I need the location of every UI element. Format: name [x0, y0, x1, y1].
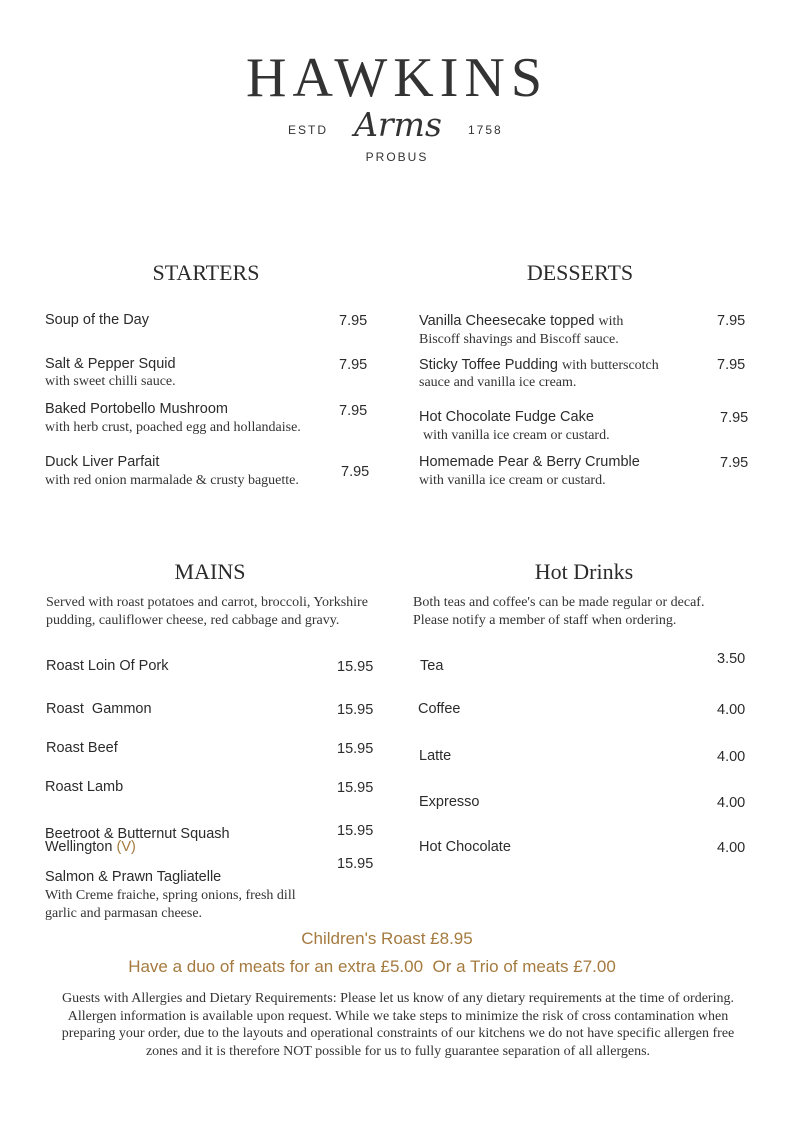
dessert-item-price: 7.95 — [717, 357, 746, 373]
drink-item-price: 4.00 — [717, 749, 746, 765]
main-item-name: Roast Beef — [46, 740, 118, 756]
starter-item-name: Baked Portobello Mushroom — [45, 401, 228, 417]
allergen-notice: Guests with Allergies and Dietary Requirements: Please let us know of any dietary requirements at the time of ordering. Allergen information is available upon request. While we take steps to minimize the risk of cross contamination when preparing your order, due to the layouts and operational constraints of our kitchens we do not have specific allergen free zones and it is therefore NOT possible for us to fully guarantee separation of all allergens. — [61, 991, 735, 1059]
starter-item-name: Soup of the Day — [45, 312, 149, 328]
dessert-item-name — [419, 314, 623, 330]
meat-duo-trio-offer: Have a duo of meats for an extra £5.00 Or a Trio of meats £7.00 — [128, 957, 616, 976]
main-item-price: 15.95 — [337, 741, 374, 757]
dessert-item-desc: Biscoff shavings and Biscoff sauce. — [419, 332, 619, 347]
main-item-price: 15.95 — [337, 702, 374, 718]
starters-heading: STARTERS — [152, 260, 260, 285]
drink-item-name: Tea — [420, 658, 444, 674]
drink-item-price: 3.50 — [717, 651, 746, 667]
logo-year: 1758 — [468, 123, 503, 137]
vegetarian-badge: (V) — [116, 839, 136, 855]
logo-estd: ESTD — [288, 123, 329, 137]
dessert-item-desc: with vanilla ice cream or custard. — [423, 428, 610, 443]
starter-item-name: Salt & Pepper Squid — [45, 356, 176, 372]
main-item-name: Roast Loin Of Pork — [46, 658, 169, 674]
logo-title: HAWKINS — [246, 47, 548, 109]
dessert-item-price: 7.95 — [717, 313, 746, 329]
main-item-name: Roast Gammon — [46, 701, 152, 717]
dessert-item-desc: sauce and vanilla ice cream. — [419, 375, 577, 390]
starter-item-desc: with herb crust, poached egg and hollandaise. — [45, 420, 301, 435]
logo-script: Arms — [354, 105, 442, 144]
drink-item-price: 4.00 — [717, 840, 746, 856]
dessert-item-name: Hot Chocolate Fudge Cake — [419, 409, 594, 425]
main-item-price: 15.95 — [337, 659, 374, 675]
drink-item-price: 4.00 — [717, 702, 746, 718]
hot-drinks-intro: Both teas and coffee's can be made regular or decaf. Please notify a member of staff when ordering. — [413, 595, 705, 628]
main-item-desc: With Creme fraiche, spring onions, fresh dill garlic and parmasan cheese. — [45, 888, 296, 921]
starter-item-desc: with sweet chilli sauce. — [45, 374, 176, 389]
starter-item-name: Duck Liver Parfait — [45, 454, 160, 470]
mains-heading: MAINS — [174, 559, 246, 584]
main-item-name: Roast Lamb — [45, 779, 124, 795]
main-item-name-cont: Wellington — [45, 839, 113, 855]
logo-location: PROBUS — [365, 150, 429, 164]
starter-item-price: 7.95 — [339, 403, 368, 419]
dessert-item-title: Vanilla Cheesecake topped — [419, 313, 595, 329]
drink-item-name: Expresso — [419, 794, 480, 810]
main-item-price: 15.95 — [337, 823, 374, 839]
main-item-name: Beetroot & Butternut Squash — [45, 826, 230, 842]
dessert-item-inline-desc: with butterscotch — [561, 358, 659, 373]
dessert-item-name: Homemade Pear & Berry Crumble — [419, 454, 640, 470]
dessert-item-price: 7.95 — [720, 455, 749, 471]
starter-item-price: 7.95 — [341, 464, 370, 480]
drink-item-name: Coffee — [418, 701, 461, 717]
starter-item-desc: with red onion marmalade & crusty baguette. — [45, 473, 299, 488]
childrens-roast-offer: Children's Roast £8.95 — [301, 929, 473, 948]
main-item-name-line2 — [45, 840, 136, 855]
dessert-item-name — [419, 358, 659, 374]
desserts-heading: DESSERTS — [526, 260, 634, 285]
starter-item-price: 7.95 — [339, 313, 368, 329]
mains-intro: Served with roast potatoes and carrot, broccoli, Yorkshire pudding, cauliflower cheese, red cabbage and gravy. — [46, 595, 368, 628]
hot-drinks-heading: Hot Drinks — [534, 559, 634, 584]
main-item-price: 15.95 — [337, 856, 374, 872]
dessert-item-inline-desc: with — [598, 314, 624, 329]
starter-item-price: 7.95 — [339, 357, 368, 373]
dessert-item-title: Sticky Toffee Pudding — [419, 357, 558, 373]
drink-item-name: Latte — [419, 748, 452, 764]
drink-item-price: 4.00 — [717, 795, 746, 811]
dessert-item-desc: with vanilla ice cream or custard. — [419, 473, 606, 488]
main-item-price: 15.95 — [337, 780, 374, 796]
main-item-name: Salmon & Prawn Tagliatelle — [45, 869, 222, 885]
drink-item-name: Hot Chocolate — [419, 839, 511, 855]
dessert-item-price: 7.95 — [720, 410, 749, 426]
